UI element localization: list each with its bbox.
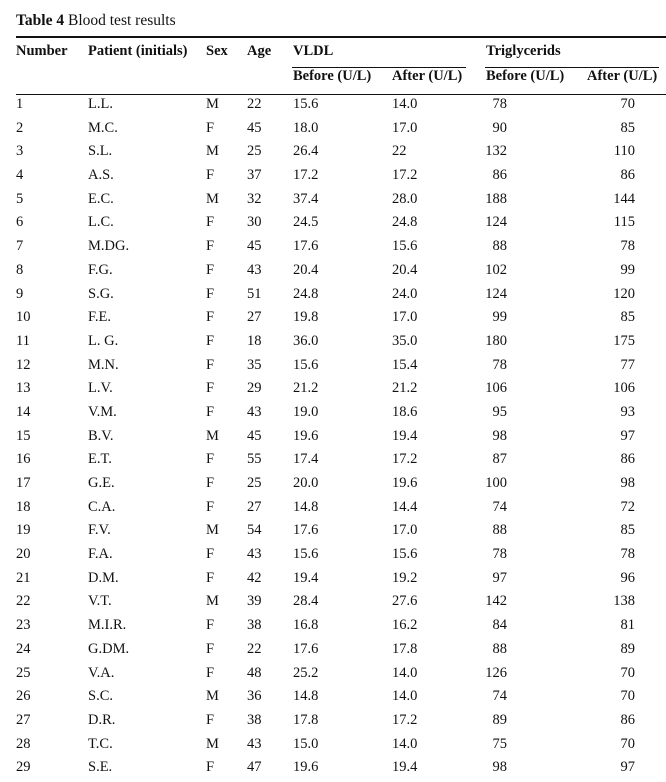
cell-number: 10 (16, 309, 31, 326)
cell-trig-after: 89 (620, 640, 635, 657)
cell-number: 8 (16, 261, 24, 278)
cell-number: 23 (16, 617, 31, 634)
cell-sex: F (206, 546, 215, 563)
table-row (0, 261, 666, 285)
cell-vldl-before: 28.4 (293, 593, 319, 610)
header-vldl: VLDL (293, 43, 334, 59)
table-label: Table 4 (16, 12, 65, 29)
cell-vldl-after: 19.6 (392, 475, 418, 491)
cell-vldl-after: 14.0 (392, 688, 418, 705)
cell-sex: F (206, 759, 215, 776)
cell-vldl-after: 17.0 (392, 119, 418, 136)
table-row (0, 356, 666, 380)
cell-trig-before: 78 (492, 546, 507, 563)
table-row (0, 379, 666, 403)
cell-trig-after: 93 (620, 403, 635, 420)
cell-trig-before: 106 (485, 380, 507, 397)
table-row (0, 569, 666, 593)
cell-vldl-before: 14.8 (293, 688, 319, 705)
cell-age: 43 (247, 403, 262, 420)
cell-sex: F (206, 498, 215, 515)
cell-vldl-before: 37.4 (293, 190, 319, 207)
cell-trig-after: 70 (620, 688, 635, 705)
cell-trig-after: 138 (613, 593, 635, 610)
cell-number: 17 (16, 475, 31, 491)
cell-vldl-after: 19.4 (392, 759, 418, 776)
table-row (0, 664, 666, 688)
cell-age: 36 (247, 688, 262, 705)
cell-age: 48 (247, 664, 262, 681)
subheader-vldl-before: Before (U/L) (293, 68, 372, 84)
cell-patient: F.V. (88, 522, 111, 539)
cell-sex: F (206, 167, 215, 184)
cell-sex: F (206, 617, 215, 634)
header-number: Number (16, 43, 68, 59)
cell-vldl-before: 17.2 (293, 167, 319, 184)
cell-sex: F (206, 285, 215, 302)
cell-trig-after: 77 (620, 356, 635, 373)
cell-number: 28 (16, 735, 31, 752)
header-patient: Patient (initials) (88, 43, 188, 59)
cell-trig-before: 87 (492, 451, 507, 468)
table-row (0, 545, 666, 569)
cell-sex: M (206, 735, 219, 752)
cell-vldl-after: 17.0 (392, 522, 418, 539)
cell-vldl-before: 20.4 (293, 261, 319, 278)
table-body (0, 95, 666, 782)
cell-trig-before: 74 (492, 688, 507, 705)
cell-vldl-before: 19.8 (293, 309, 319, 326)
cell-patient: V.T. (88, 593, 112, 610)
cell-trig-before: 88 (492, 522, 507, 539)
cell-sex: F (206, 451, 215, 468)
cell-number: 11 (16, 332, 30, 349)
table-row (0, 119, 666, 143)
cell-sex: F (206, 309, 215, 326)
cell-trig-before: 100 (485, 475, 507, 491)
cell-sex: M (206, 427, 219, 444)
cell-vldl-after: 22 (392, 143, 407, 160)
cell-trig-before: 124 (485, 214, 507, 231)
cell-vldl-before: 19.6 (293, 759, 319, 776)
cell-vldl-after: 16.2 (392, 617, 418, 634)
cell-vldl-before: 17.6 (293, 522, 319, 539)
cell-trig-after: 106 (613, 380, 635, 397)
cell-patient: M.DG. (88, 238, 130, 255)
cell-age: 45 (247, 427, 262, 444)
cell-number: 12 (16, 356, 31, 373)
cell-number: 29 (16, 759, 31, 776)
cell-age: 45 (247, 119, 262, 136)
cell-sex: M (206, 190, 219, 207)
cell-patient: B.V. (88, 427, 114, 444)
table-row (0, 758, 666, 782)
cell-trig-before: 88 (492, 640, 507, 657)
table-row (0, 450, 666, 474)
cell-trig-after: 99 (620, 261, 635, 278)
table-row (0, 95, 666, 119)
table-row (0, 711, 666, 735)
cell-number: 27 (16, 711, 31, 728)
table-row (0, 474, 666, 498)
cell-trig-before: 98 (492, 427, 507, 444)
cell-number: 9 (16, 285, 24, 302)
cell-vldl-before: 36.0 (293, 332, 319, 349)
cell-number: 25 (16, 664, 31, 681)
table-row (0, 616, 666, 640)
cell-number: 15 (16, 427, 31, 444)
cell-number: 18 (16, 498, 31, 515)
cell-age: 54 (247, 522, 262, 539)
cell-vldl-after: 24.0 (392, 285, 418, 302)
cell-trig-after: 78 (620, 238, 635, 255)
cell-sex: F (206, 238, 215, 255)
cell-age: 22 (247, 96, 262, 112)
cell-trig-before: 75 (492, 735, 507, 752)
cell-age: 37 (247, 167, 262, 184)
cell-vldl-after: 35.0 (392, 332, 418, 349)
cell-sex: F (206, 119, 215, 136)
cell-patient: F.E. (88, 309, 112, 326)
cell-age: 27 (247, 309, 262, 326)
cell-vldl-before: 14.8 (293, 498, 319, 515)
table-row (0, 640, 666, 664)
cell-vldl-before: 15.6 (293, 546, 319, 563)
cell-sex: F (206, 640, 215, 657)
cell-trig-after: 120 (613, 285, 635, 302)
cell-trig-after: 86 (620, 451, 635, 468)
cell-sex: F (206, 261, 215, 278)
cell-sex: M (206, 688, 219, 705)
cell-trig-after: 72 (620, 498, 635, 515)
cell-patient: T.C. (88, 735, 113, 752)
cell-sex: F (206, 664, 215, 681)
cell-sex: M (206, 593, 219, 610)
table-row (0, 237, 666, 261)
cell-trig-after: 78 (620, 546, 635, 563)
cell-vldl-after: 17.2 (392, 711, 418, 728)
cell-patient: F.G. (88, 261, 113, 278)
table-row (0, 190, 666, 214)
cell-number: 14 (16, 403, 31, 420)
cell-number: 13 (16, 380, 31, 397)
cell-sex: F (206, 332, 215, 349)
cell-age: 45 (247, 238, 262, 255)
cell-trig-before: 78 (492, 356, 507, 373)
table-row (0, 142, 666, 166)
table-row (0, 308, 666, 332)
cell-vldl-before: 18.0 (293, 119, 319, 136)
cell-vldl-after: 18.6 (392, 403, 418, 420)
cell-trig-before: 89 (492, 711, 507, 728)
cell-trig-before: 78 (492, 96, 507, 112)
cell-age: 47 (247, 759, 262, 776)
cell-vldl-before: 19.0 (293, 403, 319, 420)
cell-vldl-after: 15.6 (392, 238, 418, 255)
cell-sex: F (206, 569, 215, 586)
cell-age: 55 (247, 451, 262, 468)
cell-patient: M.C. (88, 119, 118, 136)
cell-vldl-after: 14.0 (392, 96, 418, 112)
cell-age: 27 (247, 498, 262, 515)
cell-sex: M (206, 96, 219, 112)
cell-vldl-before: 15.6 (293, 96, 319, 112)
cell-patient: A.S. (88, 167, 114, 184)
cell-vldl-before: 15.0 (293, 735, 319, 752)
table-row (0, 285, 666, 309)
cell-age: 18 (247, 332, 262, 349)
cell-vldl-before: 24.5 (293, 214, 319, 231)
cell-trig-before: 74 (492, 498, 507, 515)
cell-number: 2 (16, 119, 24, 136)
cell-trig-before: 126 (485, 664, 507, 681)
cell-number: 22 (16, 593, 31, 610)
cell-patient: G.DM. (88, 640, 130, 657)
cell-vldl-after: 21.2 (392, 380, 418, 397)
cell-vldl-after: 14.4 (392, 498, 418, 515)
cell-vldl-after: 15.6 (392, 546, 418, 563)
cell-age: 42 (247, 569, 262, 586)
cell-vldl-after: 14.0 (392, 664, 418, 681)
cell-vldl-after: 27.6 (392, 593, 418, 610)
cell-age: 25 (247, 143, 262, 160)
cell-patient: E.C. (88, 190, 114, 207)
cell-vldl-before: 21.2 (293, 380, 319, 397)
top-rule (16, 36, 666, 38)
table-row (0, 592, 666, 616)
cell-vldl-after: 15.4 (392, 356, 418, 373)
cell-sex: F (206, 214, 215, 231)
cell-age: 51 (247, 285, 262, 302)
cell-patient: S.E. (88, 759, 113, 776)
cell-number: 1 (16, 96, 24, 112)
cell-trig-after: 96 (620, 569, 635, 586)
cell-trig-before: 86 (492, 167, 507, 184)
cell-sex: M (206, 522, 219, 539)
cell-vldl-after: 17.2 (392, 451, 418, 468)
cell-number: 4 (16, 167, 24, 184)
cell-sex: F (206, 380, 215, 397)
cell-number: 19 (16, 522, 31, 539)
cell-age: 38 (247, 617, 262, 634)
table-row (0, 498, 666, 522)
cell-age: 38 (247, 711, 262, 728)
cell-patient: L.C. (88, 214, 114, 231)
cell-vldl-after: 19.2 (392, 569, 418, 586)
subheader-vldl-after: After (U/L) (392, 68, 463, 84)
cell-patient: S.L. (88, 143, 113, 160)
cell-number: 7 (16, 238, 24, 255)
header-triglycerids: Triglycerids (486, 43, 561, 59)
cell-trig-after: 81 (620, 617, 635, 634)
cell-trig-before: 90 (492, 119, 507, 136)
cell-trig-before: 99 (492, 309, 507, 326)
cell-vldl-after: 14.0 (392, 735, 418, 752)
cell-sex: F (206, 403, 215, 420)
cell-age: 43 (247, 261, 262, 278)
cell-patient: S.G. (88, 285, 114, 302)
cell-number: 6 (16, 214, 24, 231)
table-row (0, 687, 666, 711)
cell-age: 43 (247, 546, 262, 563)
cell-vldl-before: 17.8 (293, 711, 319, 728)
cell-trig-before: 95 (492, 403, 507, 420)
cell-age: 25 (247, 475, 262, 491)
subheader-trig-before: Before (U/L) (486, 68, 565, 84)
cell-patient: S.C. (88, 688, 113, 705)
cell-vldl-after: 24.8 (392, 214, 418, 231)
cell-trig-before: 142 (485, 593, 507, 610)
cell-trig-after: 175 (613, 332, 635, 349)
cell-number: 20 (16, 546, 31, 563)
cell-age: 22 (247, 640, 262, 657)
cell-number: 26 (16, 688, 31, 705)
cell-trig-before: 102 (485, 261, 507, 278)
cell-age: 29 (247, 380, 262, 397)
table-row (0, 427, 666, 451)
cell-trig-after: 86 (620, 167, 635, 184)
cell-trig-before: 97 (492, 569, 507, 586)
cell-vldl-after: 20.4 (392, 261, 418, 278)
cell-vldl-before: 19.6 (293, 427, 319, 444)
cell-trig-after: 97 (620, 759, 635, 776)
cell-patient: M.N. (88, 356, 119, 373)
cell-number: 16 (16, 451, 31, 468)
table-row (0, 166, 666, 190)
cell-vldl-before: 20.0 (293, 475, 319, 491)
table-title: Blood test results (67, 12, 176, 29)
cell-trig-after: 86 (620, 711, 635, 728)
cell-trig-before: 132 (485, 143, 507, 160)
cell-age: 32 (247, 190, 262, 207)
cell-patient: D.M. (88, 569, 119, 586)
cell-patient: F.A. (88, 546, 113, 563)
table-row (0, 213, 666, 237)
table-caption (16, 11, 176, 31)
cell-patient: G.E. (88, 475, 115, 491)
cell-trig-after: 85 (620, 522, 635, 539)
cell-trig-before: 84 (492, 617, 507, 634)
cell-trig-before: 98 (492, 759, 507, 776)
cell-number: 5 (16, 190, 24, 207)
cell-sex: M (206, 143, 219, 160)
cell-vldl-after: 19.4 (392, 427, 418, 444)
cell-vldl-after: 17.2 (392, 167, 418, 184)
cell-vldl-before: 26.4 (293, 143, 319, 160)
cell-patient: E.T. (88, 451, 112, 468)
cell-age: 30 (247, 214, 262, 231)
cell-patient: C.A. (88, 498, 116, 515)
cell-trig-after: 85 (620, 119, 635, 136)
cell-trig-after: 98 (620, 475, 635, 491)
cell-vldl-before: 17.4 (293, 451, 319, 468)
cell-age: 35 (247, 356, 262, 373)
cell-vldl-before: 17.6 (293, 238, 319, 255)
cell-trig-after: 70 (620, 96, 635, 112)
header-age: Age (247, 43, 272, 59)
cell-vldl-before: 16.8 (293, 617, 319, 634)
cell-patient: L.V. (88, 380, 113, 397)
cell-trig-before: 124 (485, 285, 507, 302)
subheader-trig-after: After (U/L) (587, 68, 658, 84)
cell-patient: M.I.R. (88, 617, 127, 634)
cell-trig-after: 144 (613, 190, 635, 207)
table-row (0, 403, 666, 427)
cell-trig-before: 180 (485, 332, 507, 349)
cell-patient: V.A. (88, 664, 115, 681)
table-row (0, 521, 666, 545)
cell-patient: V.M. (88, 403, 117, 420)
header-sex: Sex (206, 43, 228, 59)
table-row (0, 735, 666, 759)
cell-vldl-before: 25.2 (293, 664, 319, 681)
cell-sex: F (206, 356, 215, 373)
cell-sex: F (206, 711, 215, 728)
cell-vldl-before: 24.8 (293, 285, 319, 302)
cell-trig-after: 97 (620, 427, 635, 444)
cell-patient: L. G. (88, 332, 119, 349)
cell-vldl-before: 17.6 (293, 640, 319, 657)
cell-number: 21 (16, 569, 31, 586)
cell-sex: F (206, 475, 215, 491)
cell-trig-after: 85 (620, 309, 635, 326)
table-row (0, 332, 666, 356)
cell-age: 39 (247, 593, 262, 610)
cell-vldl-after: 17.0 (392, 309, 418, 326)
cell-trig-after: 70 (620, 735, 635, 752)
cell-vldl-before: 19.4 (293, 569, 319, 586)
cell-trig-after: 110 (613, 143, 635, 160)
cell-vldl-after: 17.8 (392, 640, 418, 657)
cell-patient: D.R. (88, 711, 116, 728)
cell-trig-after: 115 (613, 214, 635, 231)
cell-trig-after: 70 (620, 664, 635, 681)
cell-trig-before: 88 (492, 238, 507, 255)
cell-patient: L.L. (88, 96, 113, 112)
cell-trig-before: 188 (485, 190, 507, 207)
cell-age: 43 (247, 735, 262, 752)
cell-vldl-after: 28.0 (392, 190, 418, 207)
cell-number: 24 (16, 640, 31, 657)
cell-vldl-before: 15.6 (293, 356, 319, 373)
cell-number: 3 (16, 143, 24, 160)
